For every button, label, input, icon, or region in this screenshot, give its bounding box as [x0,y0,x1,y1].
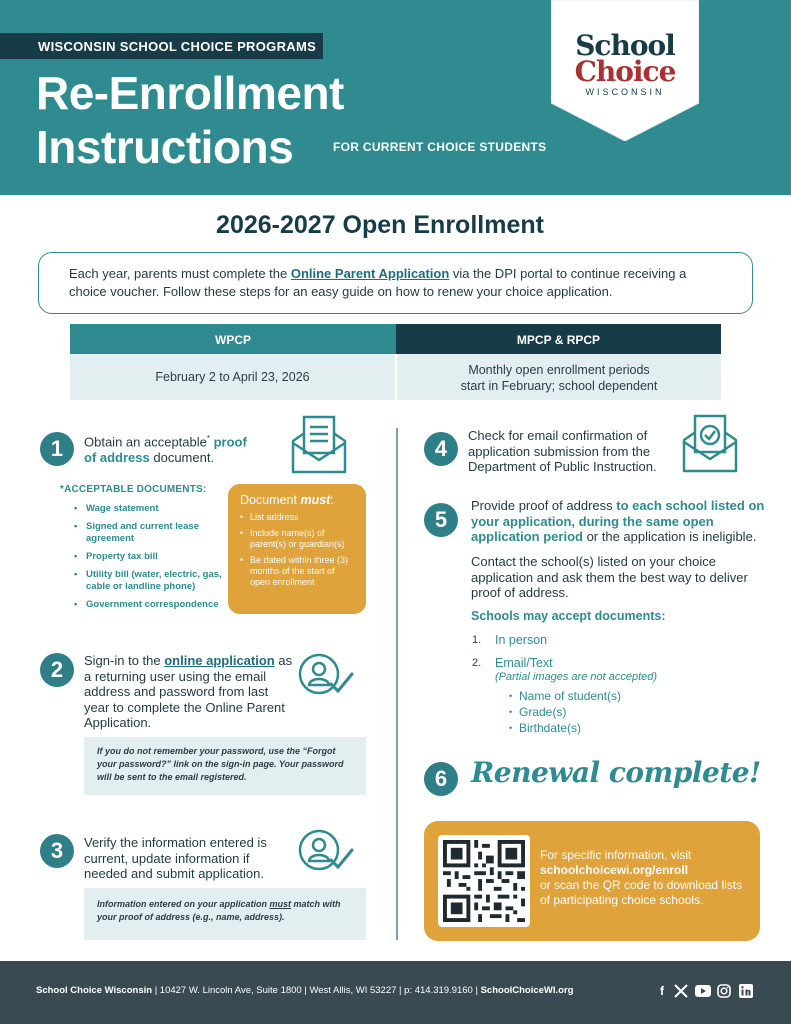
qr-line1: For specific information, visit [540,848,692,862]
youtube-icon[interactable] [695,985,711,997]
footer-website-link[interactable]: SchoolChoiceWI.org [480,985,574,996]
page-title-line2: Instructions [36,121,294,173]
partial-images-note: (Partial images are not accepted) [495,671,658,683]
email-items-list [509,688,621,736]
document-must-box [228,484,366,614]
instagram-icon[interactable] [717,984,731,998]
table-cell-line2: start in February; school dependent [460,379,658,393]
step4-text: Check for email confirmation of application submission from the Department of Public Instruction. [468,428,657,474]
footer-org: School Choice Wisconsin [36,985,153,996]
list-item: • Be dated within three (3) months of the start of open enrollment [238,555,356,588]
list-item: • Utility bill (water, electric, gas, cable or landline phone) [74,569,224,593]
step1-text-before: Obtain an acceptable [84,434,207,450]
list-item: • Property tax bill [74,551,224,563]
table-header-wpcp: WPCP [70,324,396,354]
logo-state-text: WISCONSIN [585,87,665,97]
user-check-icon [297,828,355,872]
footer-contact [36,985,573,996]
option-number: 2. [472,657,482,669]
intro-box [38,252,753,314]
option-in-person: In person [495,633,548,647]
step1-text-after: document. [149,449,215,465]
online-application-link[interactable]: online application [164,653,275,668]
list-item: • Government correspondence [74,599,224,611]
qr-info-text [540,848,750,908]
step2-number: 2 [40,653,74,687]
must-title-suffix: : [330,493,334,507]
qr-line2: or scan the QR code to download lists of participating choice schools. [540,878,743,907]
table-header-mpcp-rpcp: MPCP & RPCP [396,324,721,354]
page-title-line1: Re-Enrollment [36,67,344,119]
envelope-check-icon [680,414,740,474]
step1-text [84,431,284,465]
option-number: 1. [472,634,482,646]
enroll-url-link[interactable]: schoolchoicewi.org/enroll [540,863,689,877]
list-item: • Name of student(s) [509,688,621,704]
step5-text-after: or the application is ineligible. [582,529,757,544]
footer-separator: | [475,985,478,996]
column-divider [396,428,398,940]
step1-asterisk: * [206,434,210,443]
list-item: • Include name(s) of parent(s) or guardian(s) [238,528,356,550]
user-check-icon [297,652,355,696]
step3-number: 3 [40,834,74,868]
note-before: Information entered on your application [97,899,270,909]
qr-code-icon[interactable] [443,840,525,922]
table-cell-wpcp: February 2 to April 23, 2026 [70,354,396,400]
x-twitter-icon[interactable] [674,984,688,998]
footer-city: West Allis, WI 53227 [309,985,397,996]
page-subtitle: FOR CURRENT CHOICE STUDENTS [333,140,547,154]
table-cell-line1: Monthly open enrollment periods [468,363,650,377]
step2-text-before: Sign-in to the [84,653,165,668]
online-parent-application-link[interactable]: Online Parent Application [290,266,450,281]
schools-accept-heading: Schools may accept documents: [471,609,666,623]
step5-number: 5 [424,503,458,537]
note-after: match with your proof of address (e.g., name, address). [97,899,341,922]
logo-school-text: School [575,29,675,62]
step2-text-after: as a returning user using the email address and password from last year to complete the Online Parent Application. [84,653,293,730]
step2-text [84,653,294,731]
program-tag: WISCONSIN SCHOOL CHOICE PROGRAMS [0,33,323,59]
must-title-prefix: Document [240,493,301,507]
footer-separator: | [304,985,307,996]
option-email-text: Email/Text [495,656,553,670]
acceptable-documents-heading: *ACCEPTABLE DOCUMENTS: [60,484,207,495]
list-item: • Birthdate(s) [509,720,621,736]
note-underline: must [269,899,292,909]
list-item: • Signed and current lease agreement [74,521,224,545]
step1-highlight-1: proof [210,434,247,450]
intro-text-before: Each year, parents must complete the [69,266,291,281]
footer-separator: | [399,985,402,996]
step3-text: Verify the information entered is current, update information if needed and submit application. [84,835,267,881]
step5-text [471,498,771,545]
step6-number: 6 [424,762,458,796]
logo-choice-text: Choice [574,55,676,88]
footer-phone: p: 414.319.9160 [404,985,473,996]
linkedin-icon[interactable] [739,984,753,998]
enrollment-title: 2026-2027 Open Enrollment [216,211,544,239]
step5-contact-text: Contact the school(s) listed on your choice application and ask them the best way to deliver proof of address. [471,554,748,600]
step5-text-before: Provide proof of address [471,498,617,513]
list-item: • Wage statement [74,503,224,515]
footer-address: 10427 W. Lincoln Ave, Suite 1800 [159,985,302,996]
password-note: If you do not remember your password, use the “Forgot your password?” link on the sign-in page. Your password will be sent to the email registered. [84,737,366,795]
envelope-letter-icon [289,415,349,475]
step1-number: 1 [40,432,74,466]
step5-highlight: to each school listed on your application, during the same open application period [471,498,765,544]
list-item: • List address [238,512,356,523]
acceptable-documents-list [74,503,224,617]
verification-note [84,888,366,940]
step4-number: 4 [424,432,458,466]
footer-separator: | [154,985,158,996]
facebook-icon[interactable]: f [660,984,664,998]
must-title [238,493,356,507]
list-item: • Grade(s) [509,704,621,720]
must-title-em: must [300,493,331,507]
step1-highlight-2: of address [84,449,150,465]
intro-text-after: via the DPI portal to continue receiving a choice voucher. Follow these steps for an easy guide on how to renew your choice application. [69,266,687,299]
must-list [238,512,356,588]
renewal-complete-text: Renewal complete! [471,756,761,789]
table-cell-mpcp-rpcp [397,354,721,400]
